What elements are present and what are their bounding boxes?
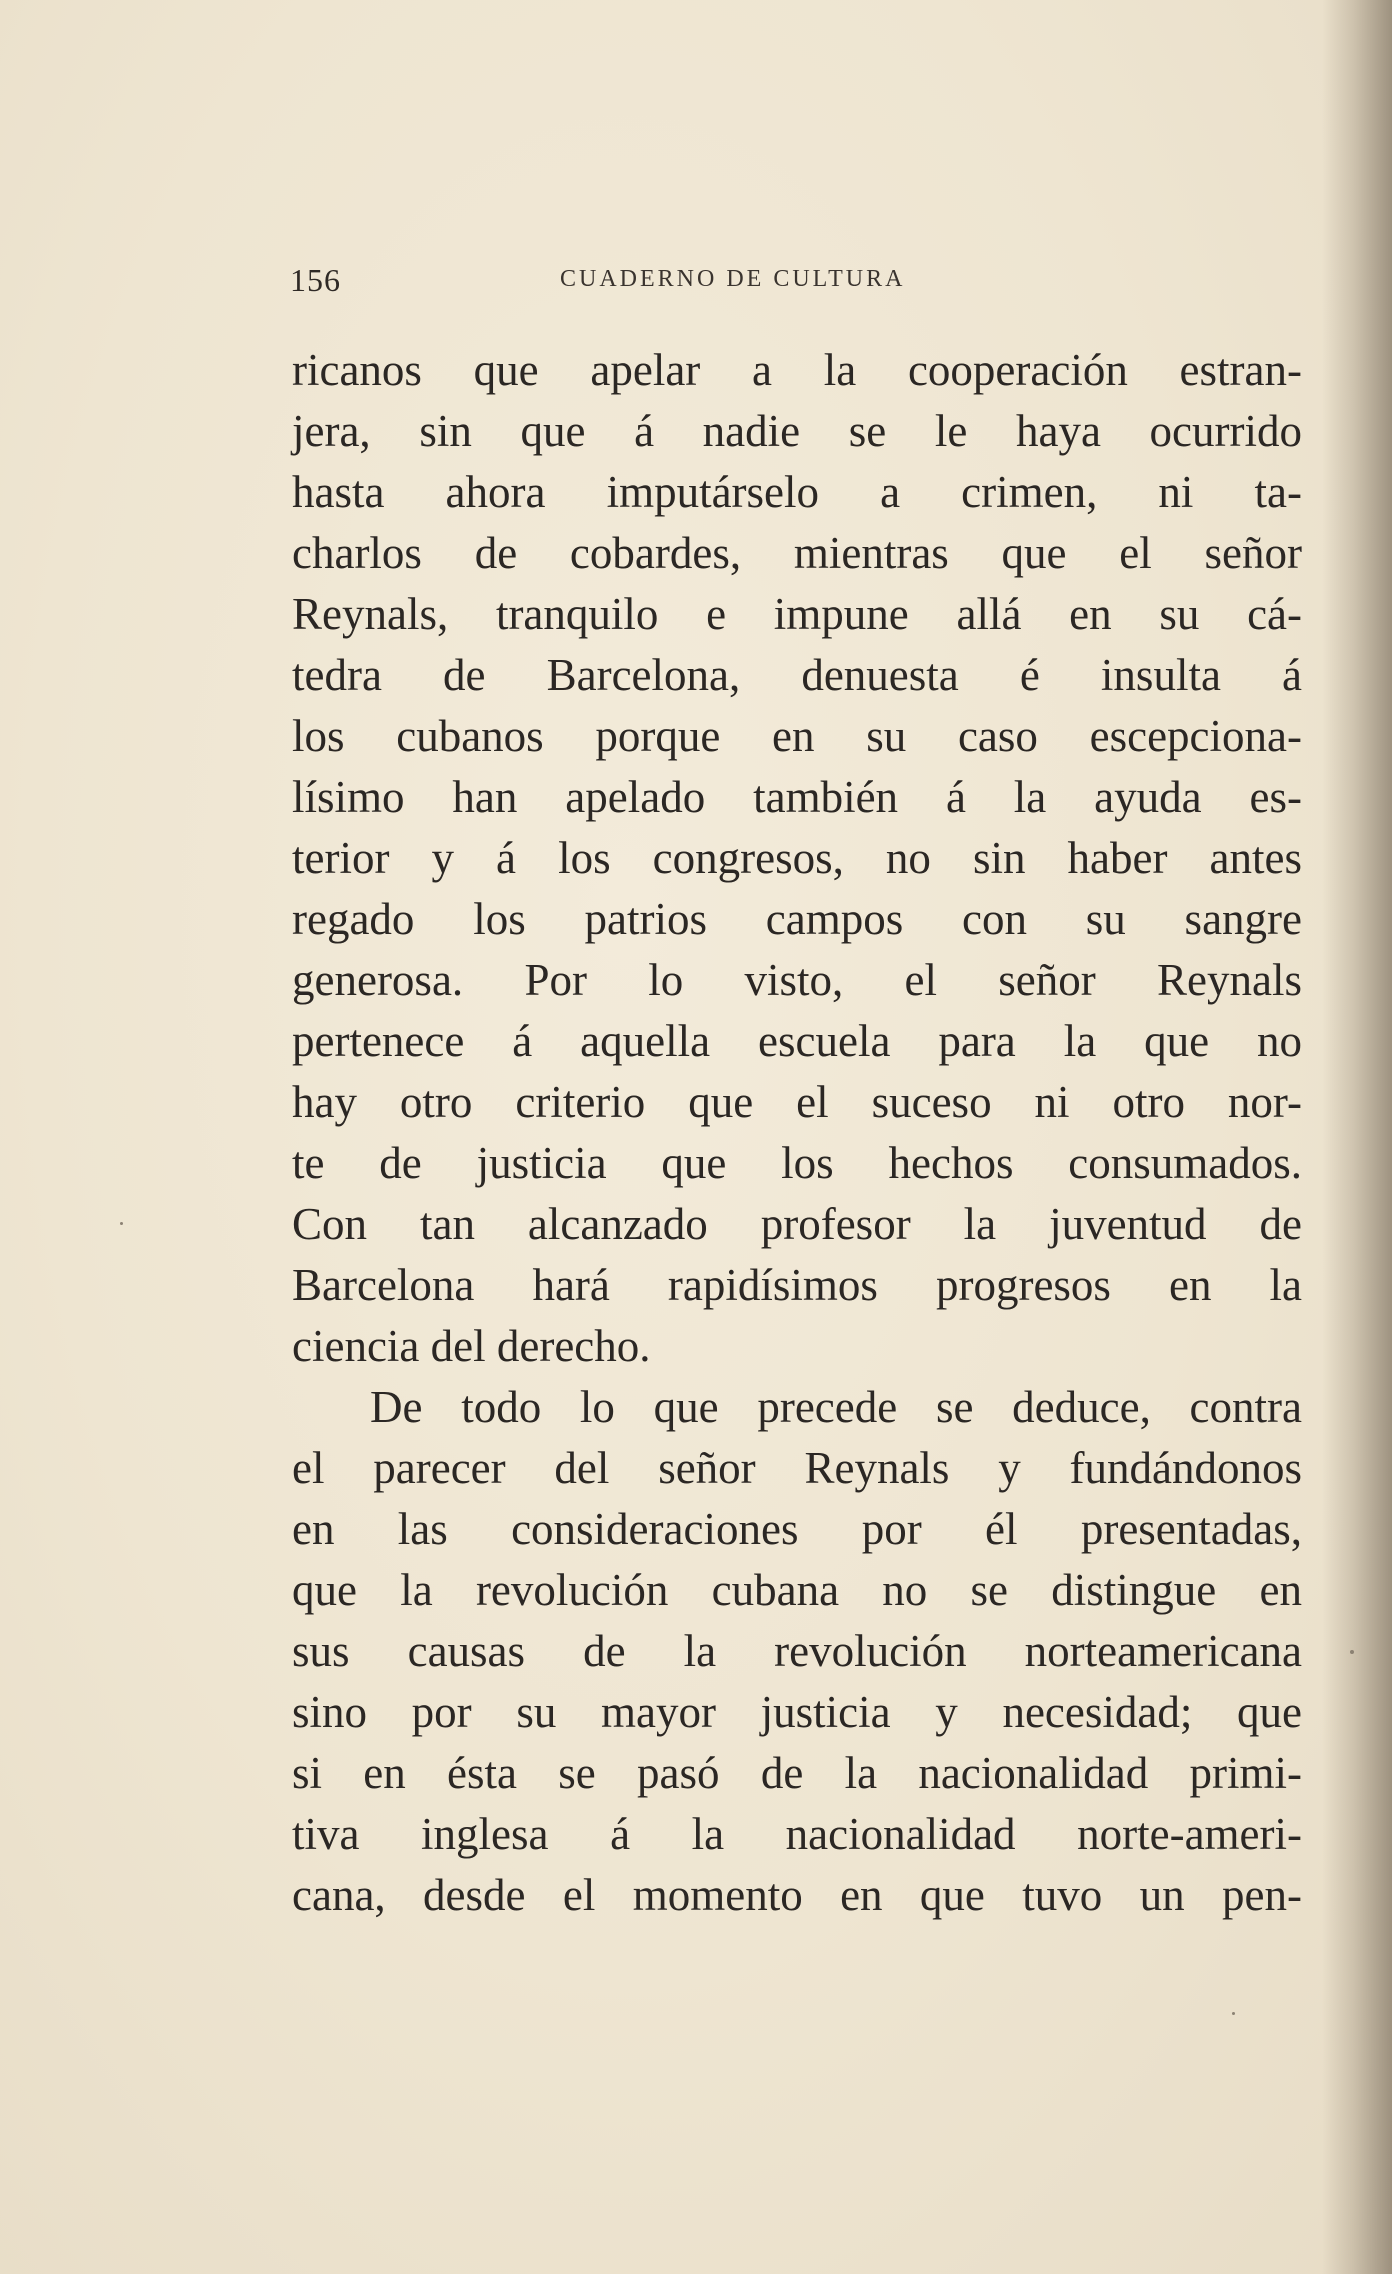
text-line: Reynals, tranquilo e impune allá en su cá-: [292, 589, 1302, 639]
running-head: CUADERNO DE CULTURA: [560, 266, 906, 292]
text-line: pertenece á aquella escuela para la que no: [292, 1016, 1302, 1066]
text-line: el parecer del señor Reynals y fundándonos: [292, 1443, 1302, 1493]
text-line: los cubanos porque en su caso escepciona-: [292, 711, 1302, 761]
page-header: [290, 262, 1300, 312]
text-line: sino por su mayor justicia y necesidad; que: [292, 1687, 1302, 1737]
text-line: lísimo han apelado también á la ayuda es-: [292, 772, 1302, 822]
paper-speck: [1350, 1650, 1354, 1654]
text-line: que la revolución cubana no se distingue en: [292, 1565, 1302, 1615]
page-edge-shadow: [1322, 0, 1392, 2274]
text-line: tiva inglesa á la nacionalidad norte-ameri-: [292, 1809, 1302, 1859]
text-line: Barcelona hará rapidísimos progresos en la: [292, 1260, 1302, 1310]
text-line: hasta ahora imputárselo a crimen, ni ta-: [292, 467, 1302, 517]
paragraph-2: [292, 1377, 1302, 1926]
text-line: generosa. Por lo visto, el señor Reynals: [292, 955, 1302, 1005]
page-number: 156: [290, 262, 341, 298]
paper-speck: [120, 1222, 123, 1225]
text-line: te de justicia que los hechos consumados.: [292, 1138, 1302, 1188]
text-line: sus causas de la revolución norteamericana: [292, 1626, 1302, 1676]
text-line: Con tan alcanzado profesor la juventud de: [292, 1199, 1302, 1249]
text-line: cana, desde el momento en que tuvo un pen-: [292, 1870, 1302, 1920]
text-line: terior y á los congresos, no sin haber antes: [292, 833, 1302, 883]
paragraph-1: [292, 340, 1302, 1377]
body-text: [292, 340, 1302, 1926]
text-line: jera, sin que á nadie se le haya ocurrido: [292, 406, 1302, 456]
text-line: charlos de cobardes, mientras que el señor: [292, 528, 1302, 578]
text-line: si en ésta se pasó de la nacionalidad primi-: [292, 1748, 1302, 1798]
text-line: hay otro criterio que el suceso ni otro nor-: [292, 1077, 1302, 1127]
text-line: De todo lo que precede se deduce, contra: [370, 1382, 1302, 1432]
text-line: en las consideraciones por él presentadas,: [292, 1504, 1302, 1554]
text-line: ricanos que apelar a la cooperación estran-: [292, 345, 1302, 395]
text-line: regado los patrios campos con su sangre: [292, 894, 1302, 944]
text-line: tedra de Barcelona, denuesta é insulta á: [292, 650, 1302, 700]
paper-speck: [1232, 2012, 1235, 2015]
text-line: ciencia del derecho.: [292, 1321, 651, 1371]
